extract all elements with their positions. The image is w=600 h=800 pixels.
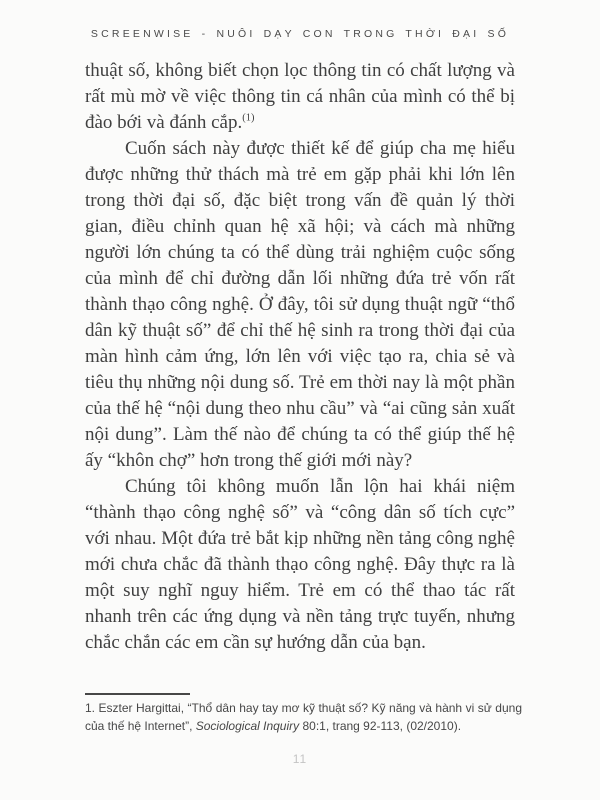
footnote-marker: (1): [242, 112, 255, 124]
footnote-segment: 1. Eszter Hargittai, “Thổ dân hay tay mơ kỹ thuật số? Kỹ năng và hành vi sử dụng của thế hệ Internet”,: [85, 701, 522, 733]
footnote-segment: 80:1, trang 92-113, (02/2010).: [299, 718, 462, 733]
footnote-italic-segment: Sociological Inquiry: [195, 718, 300, 733]
paragraph-segment: Cuốn sách này được thiết kế để giúp cha mẹ hiểu được những thử thách mà trẻ em gặp phải khi lớn lên trong thời đại số, đặc biệt trong vấn đề quản lý thời gian, điều chỉnh quan hệ xã hội; và cách mà những người lớn chúng ta có thể dùng trải nghiệm cuộc sống của mình để chỉ đường dẫn lối những đứa trẻ vốn rất thành thạo công nghệ. Ở đây, tôi sử dụng thuật ngữ “thổ dân kỹ thuật số” để chỉ thế hệ sinh ra trong thời đại của màn hình cảm ứng, lớn lên với việc tạo ra, chia sẻ và tiêu thụ những nội dung số. Trẻ em thời nay là một phần của thế hệ “nội dung theo nhu cầu” và “ai cũng sản xuất nội dung”. Làm thế nào để chúng ta có thể giúp thế hệ ấy “khôn chợ” hơn trong thế giới mới này?: [85, 138, 515, 471]
footnote-text: [85, 700, 522, 735]
running-head: SCREENWISE - NUÔI DẠY CON TRONG THỜI ĐẠI SỐ: [90, 28, 510, 40]
page-number: 11: [292, 752, 308, 766]
paragraph: [85, 136, 515, 474]
paragraph: [85, 58, 515, 136]
body-text: [85, 58, 515, 656]
paragraph-segment: thuật số, không biết chọn lọc thông tin có chất lượng và rất mù mờ về việc thông tin cá nhân của mình có thể bị đào bới và đánh cắp.: [85, 60, 515, 133]
footnote-divider: [85, 693, 190, 695]
paragraph-segment: Chúng tôi không muốn lẫn lộn hai khái niệm “thành thạo công nghệ số” và “công dân số tích cực” với nhau. Một đứa trẻ bắt kịp những nền tảng công nghệ mới chưa chắc đã thành thạo công nghệ. Đây thực ra là một suy nghĩ nguy hiểm. Trẻ em có thể thao tác rất nhanh trên các ứng dụng và nền tảng trực tuyến, nhưng chắc chắn các em cần sự hướng dẫn của bạn.: [85, 476, 515, 653]
paragraph: [85, 474, 515, 656]
